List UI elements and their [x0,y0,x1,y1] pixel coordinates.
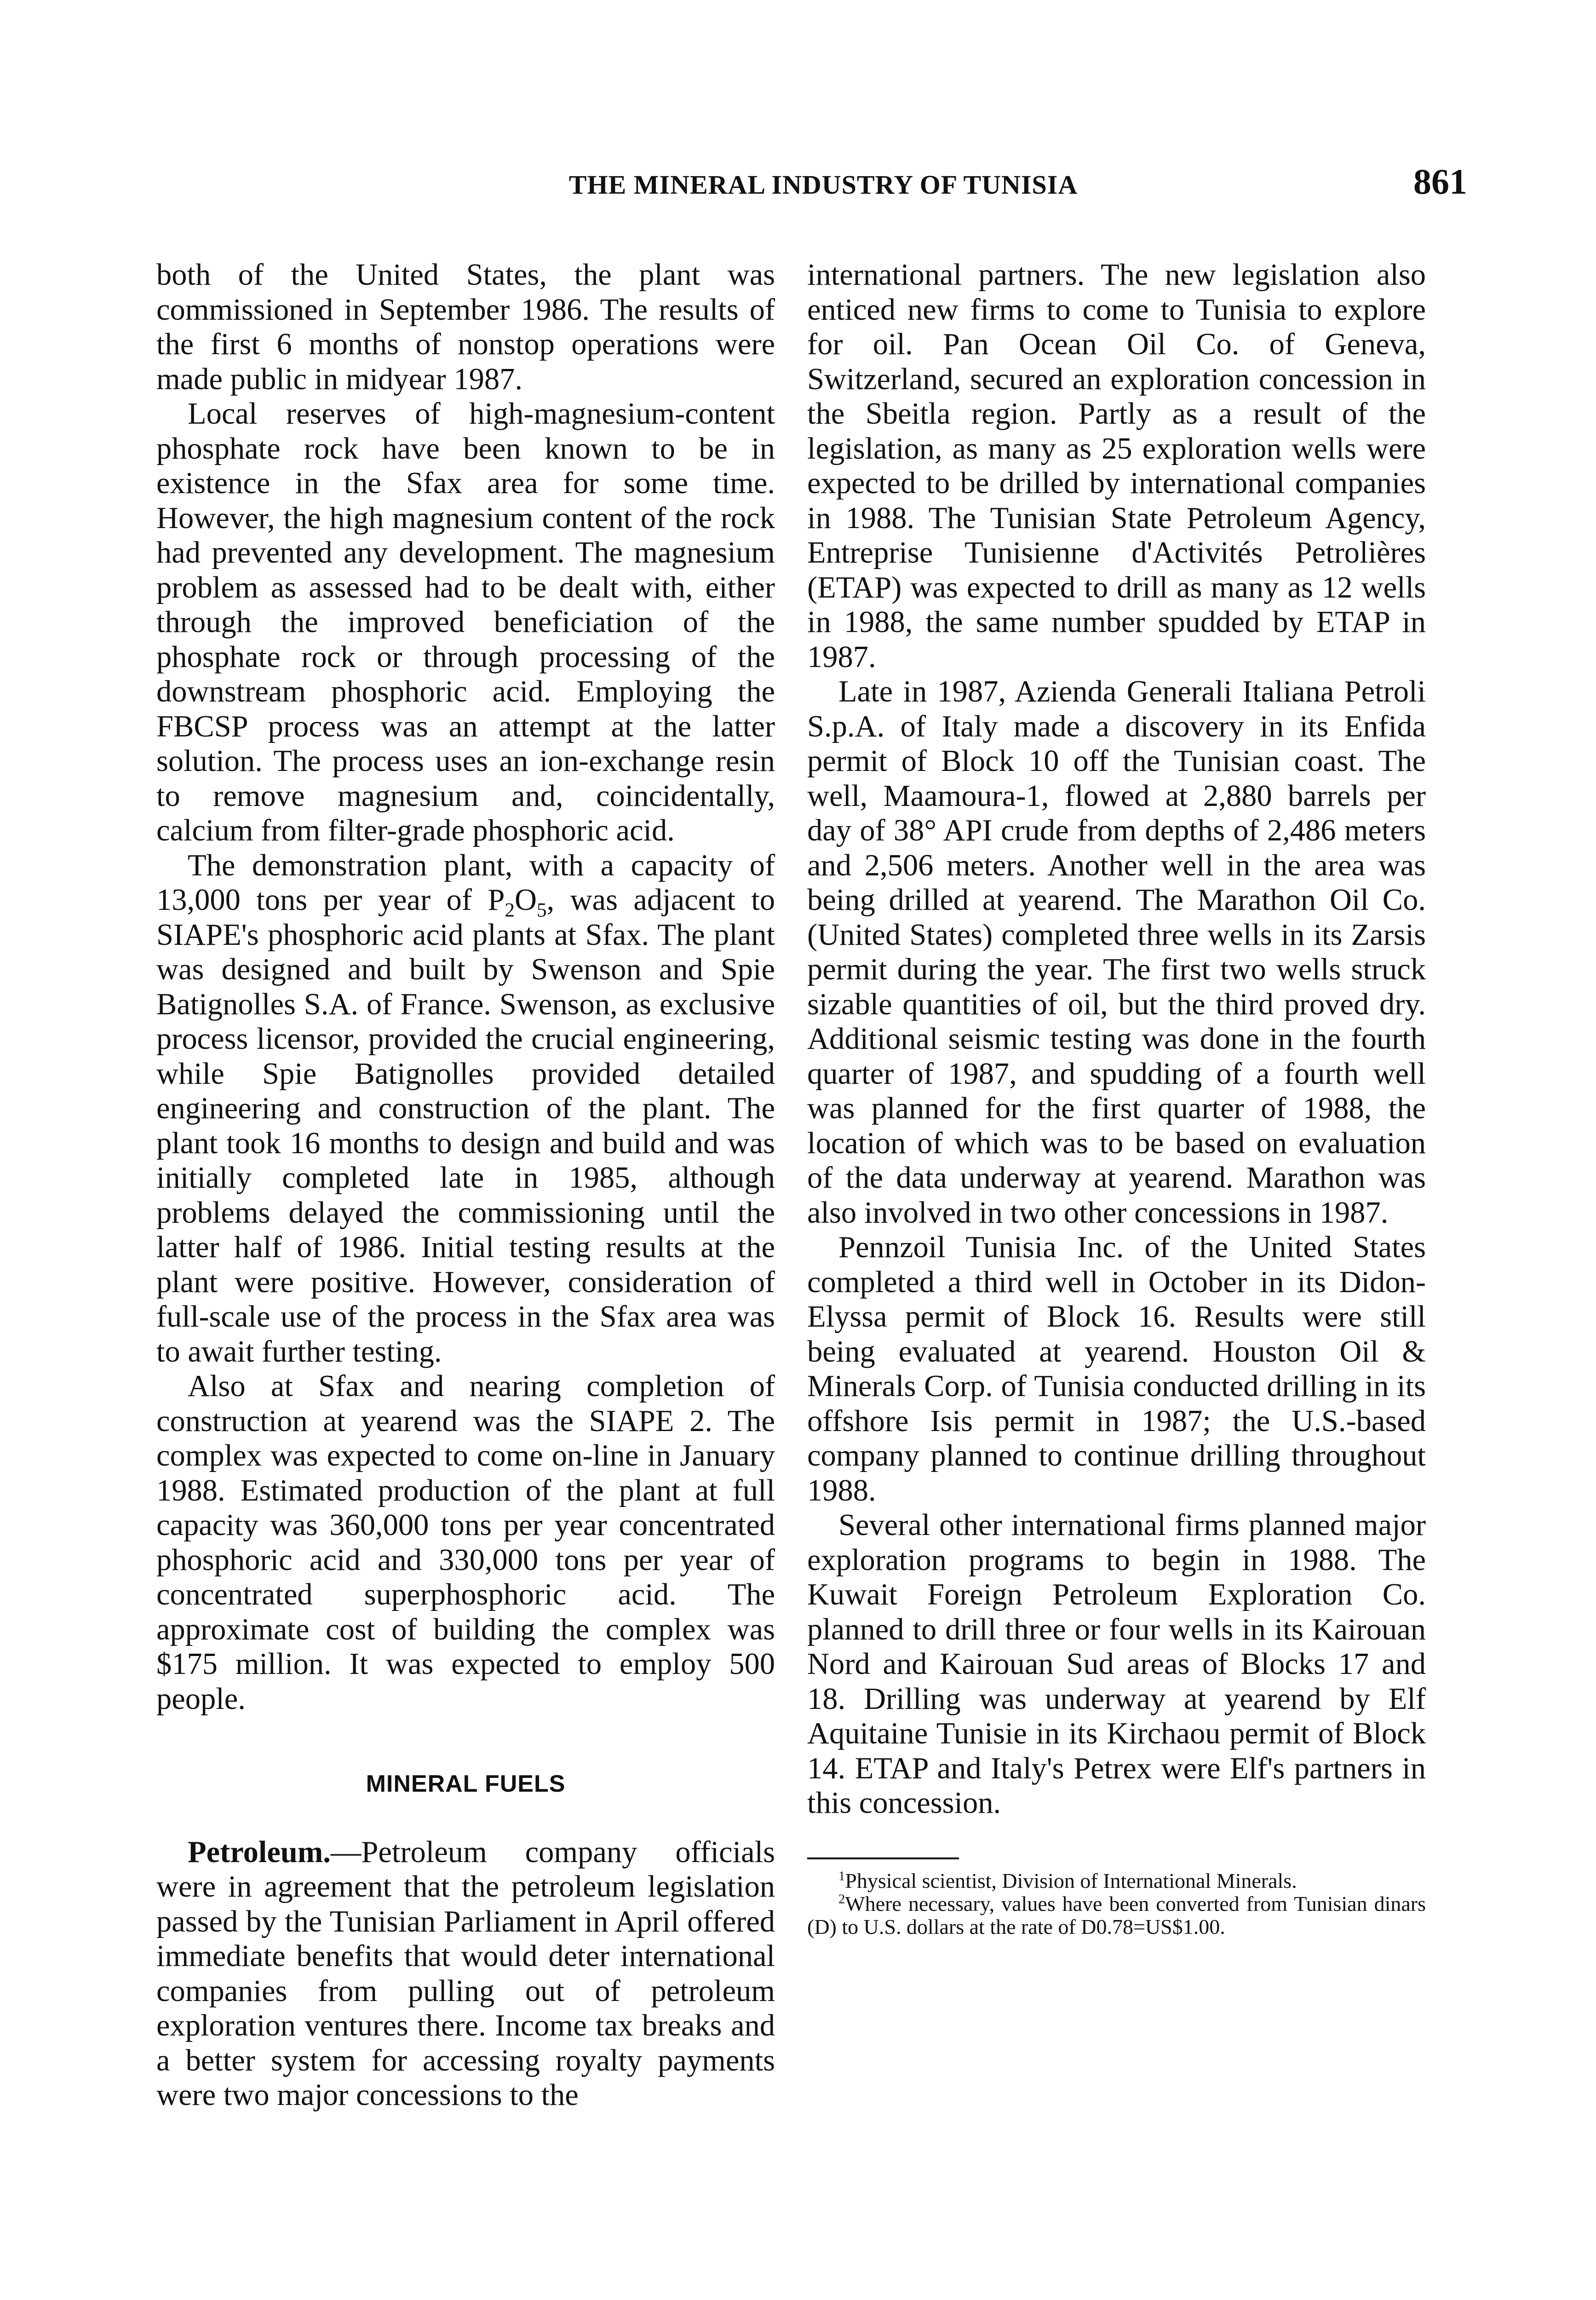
paragraph-text: —Petroleum company officials were in agreement that the petroleum legislation passed by the Tunisian Parliament in April offered immediate benefits that would deter international companies from pulling out of petroleum exploration ventures there. Income tax breaks and a better system for accessing royalty payments were two major concessions to the [156,1835,775,2112]
footnote-divider [807,1857,959,1859]
footnote-text: Where necessary, values have been converted from Tunisian dinars (D) to U.S. dollars at the rate of D0.78=US$1.00. [807,1892,1426,1938]
paragraph [156,1835,775,2113]
paragraph: Pennzoil Tunisia Inc. of the United States completed a third well in October in its Didon-Elyssa permit of Block 16. Results were still being evaluated at yearend. Houston Oil & Minerals Corp. of Tunisia conducted drilling in its offshore Isis permit in 1987; the U.S.-based company planned to continue drilling throughout 1988. [807,1230,1426,1507]
paragraph-text: , was adjacent to SIAPE's phosphoric acid plants at Sfax. The plant was designed and built by Swenson and Spie Batignolles S.A. of France. Swenson, as exclusive process licensor, provided the crucial engineering, while Spie Batignolles provided detailed engineering and construction of the plant. The plant took 16 months to design and build and was initially completed late in 1985, although problems delayed the commissioning until the latter half of 1986. Initial testing results at the plant were positive. However, consideration of full-scale use of the process in the Sfax area was to await further testing. [156,883,775,1368]
paragraph: Several other international firms planned major exploration programs to begin in 1988. The Kuwait Foreign Petroleum Exploration Co. planned to drill three or four wells in its Kairouan Nord and Kairouan Sud areas of Blocks 17 and 18. Drilling was underway at yearend by Elf Aquitaine Tunisie in its Kirchaou permit of Block 14. ETAP and Italy's Petrex were Elf's partners in this concession. [807,1508,1426,1820]
paragraph: Late in 1987, Azienda Generali Italiana Petroli S.p.A. of Italy made a discovery in its Enfida permit of Block 10 off the Tunisian coast. The well, Maamoura-1, flowed at 2,880 barrels per day of 38° API crude from depths of 2,486 meters and 2,506 meters. Another well in the area was being drilled at yearend. The Marathon Oil Co. (United States) completed three wells in its Zarsis permit during the year. The first two wells struck sizable quantities of oil, but the third proved dry. Additional seismic testing was done in the fourth quarter of 1987, and spudding of a fourth well was planned for the first quarter of 1988, the location of which was to be based on evaluation of the data underway at yearend. Marathon was also involved in two other concessions in 1987. [807,675,1426,1230]
paragraph: international partners. The new legislation also enticed new firms to come to Tunisia to explore for oil. Pan Ocean Oil Co. of Geneva, Switzerland, secured an exploration concession in the Sbeitla region. Partly as a result of the legislation, as many as 25 exploration wells were expected to be drilled by international companies in 1988. The Tunisian State Petroleum Agency, Entreprise Tunisienne d'Activités Petrolières (ETAP) was expected to drill as many as 12 wells in 1988, the same number spudded by ETAP in 1987. [807,258,1426,674]
left-column [156,258,775,2113]
right-column [807,258,1426,1938]
footnote [807,1892,1426,1938]
paragraph: Also at Sfax and nearing completion of construction at yearend was the SIAPE 2. The complex was expected to come on-line in January 1988. Estimated production of the plant at full capacity was 360,000 tons per year concentrated phosphoric acid and 330,000 tons per year of concentrated superphosphoric acid. The approximate cost of building the complex was $175 million. It was expected to employ 500 people. [156,1369,775,1716]
footnote-marker: 2 [838,1892,845,1907]
page-number: 861 [1413,161,1467,201]
paragraph-text: O [514,883,537,917]
footnote-marker: 1 [838,1869,845,1884]
paragraph: Local reserves of high-magnesium-content phosphate rock have been known to be in existence in the Sfax area for some time. However, the high magnesium content of the rock had prevented any development. The magnesium problem as assessed had to be dealt with, either through the improved beneficiation of the phosphate rock or through processing of the downstream phosphoric acid. Employing the FBCSP process was an attempt at the latter solution. The process uses an ion-exchange resin to remove magnesium and, coincidentally, calcium from filter-grade phosphoric acid. [156,397,775,847]
paragraph [156,848,775,1369]
paragraph: both of the United States, the plant was commissioned in September 1986. The results of the first 6 months of nonstop operations were made public in midyear 1987. [156,258,775,396]
run-in-heading: Petroleum. [188,1835,331,1869]
section-heading: MINERAL FUELS [366,1771,566,1797]
footnote [807,1869,1426,1892]
subscript: 5 [536,899,547,921]
footnote-text: Physical scientist, Division of International Minerals. [845,1869,1297,1892]
running-header-title: THE MINERAL INDUSTRY OF TUNISIA [568,170,1078,200]
paragraph-text: The demonstration plant, with a capacity of 13,000 tons per year of P [156,848,775,917]
subscript: 2 [505,899,515,921]
